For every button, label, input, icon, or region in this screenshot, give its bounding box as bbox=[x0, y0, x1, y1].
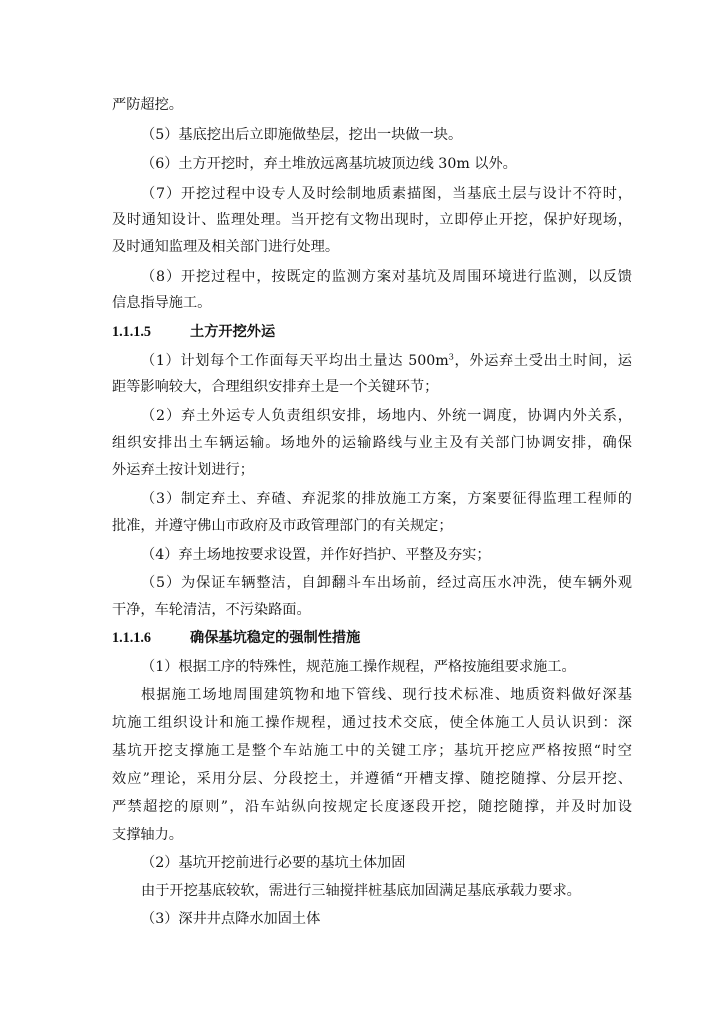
paragraph-line: 坑施工组织设计和施工操作规程，通过技术交底，使全体施工人员认识到：深 bbox=[112, 715, 632, 731]
paragraph-line: （1）根据工序的特殊性，规范施工操作规程，严格按施组要求施工。 bbox=[141, 659, 576, 675]
paragraph-line: 严禁超挖的原则”，沿车站纵向按规定长度逐段开挖，随挖随撑，并及时加设 bbox=[112, 799, 632, 815]
paragraph-line: （8）开挖过程中，按既定的监测方案对基坑及周围环境进行监测，以反馈 bbox=[141, 269, 632, 285]
superscript: 3 bbox=[448, 352, 454, 362]
section-title: 土方开挖外运 bbox=[190, 324, 276, 340]
text-segment: ，外运弃土受出土时间，运 bbox=[453, 353, 632, 369]
paragraph-line: 支撑轴力。 bbox=[112, 827, 183, 843]
paragraph-line bbox=[141, 350, 632, 372]
paragraph-line: 干净，车轮清洁，不污染路面。 bbox=[112, 602, 311, 618]
paragraph-line: （5）为保证车辆整洁，自卸翻斗车出场前，经过高压水冲洗，使车辆外观 bbox=[141, 575, 632, 591]
text-segment: （1）计划每个工作面每天平均出土量达 500m bbox=[141, 353, 449, 369]
paragraph-line: （2）基坑开挖前进行必要的基坑土体加固 bbox=[141, 855, 406, 871]
section-number: 1.1.1.5 bbox=[112, 324, 152, 340]
paragraph-line: （3）制定弃土、弃碴、弃泥浆的排放施工方案，方案要征得监理工程师的 bbox=[141, 491, 632, 507]
section-title: 确保基坑稳定的强制性措施 bbox=[190, 630, 361, 646]
paragraph-line: （5）基底挖出后立即施做垫层，挖出一块做一块。 bbox=[141, 127, 463, 143]
paragraph-line: 批准，并遵守佛山市政府及市政管理部门的有关规定； bbox=[112, 518, 453, 534]
section-heading-1-1-1-6 bbox=[112, 627, 360, 649]
paragraph-line: 外运弃土按计划进行； bbox=[112, 462, 254, 478]
paragraph-line: （4）弃土场地按要求设置，并作好挡护、平整及夯实； bbox=[141, 547, 491, 563]
paragraph-line: （3）深井井点降水加固土体 bbox=[141, 911, 321, 927]
section-heading-1-1-1-5 bbox=[112, 321, 275, 343]
paragraph-line: （7）开挖过程中设专人及时绘制地质素描图，当基底土层与设计不符时， bbox=[141, 186, 632, 202]
paragraph-line: （6）土方开挖时，弃土堆放远离基坑坡顶边线 30m 以外。 bbox=[141, 156, 517, 172]
paragraph-line: 严防超挖。 bbox=[112, 97, 183, 113]
paragraph-line: 信息指导施工。 bbox=[112, 295, 212, 311]
paragraph-line: （2）弃土外运专人负责组织安排，场地内、外统一调度，协调内外关系， bbox=[141, 408, 632, 424]
paragraph-line: 根据施工场地周围建筑物和地下管线、现行技术标准、地质资料做好深基 bbox=[141, 687, 632, 703]
paragraph-line: 及时通知监理及相关部门进行处理。 bbox=[112, 239, 340, 255]
paragraph-line: 效应”理论，采用分层、分段挖土，并遵循“开槽支撑、随挖随撑、分层开挖、 bbox=[112, 771, 632, 787]
paragraph-line: 距等影响较大，合理组织安排弃土是一个关键环节； bbox=[112, 379, 439, 395]
section-number: 1.1.1.6 bbox=[112, 630, 152, 646]
paragraph-line: 基坑开挖支撑施工是整个车站施工中的关键工序；基坑开挖应严格按照“时空 bbox=[112, 743, 632, 759]
paragraph-line: 由于开挖基底较软，需进行三轴搅拌桩基底加固满足基底承载力要求。 bbox=[141, 883, 581, 899]
paragraph-line: 组织安排出土车辆运输。场地外的运输路线与业主及有关部门协调安排，确保 bbox=[112, 435, 632, 451]
paragraph-line: 及时通知设计、监理处理。当开挖有文物出现时，立即停止开挖，保护好现场， bbox=[112, 212, 632, 228]
